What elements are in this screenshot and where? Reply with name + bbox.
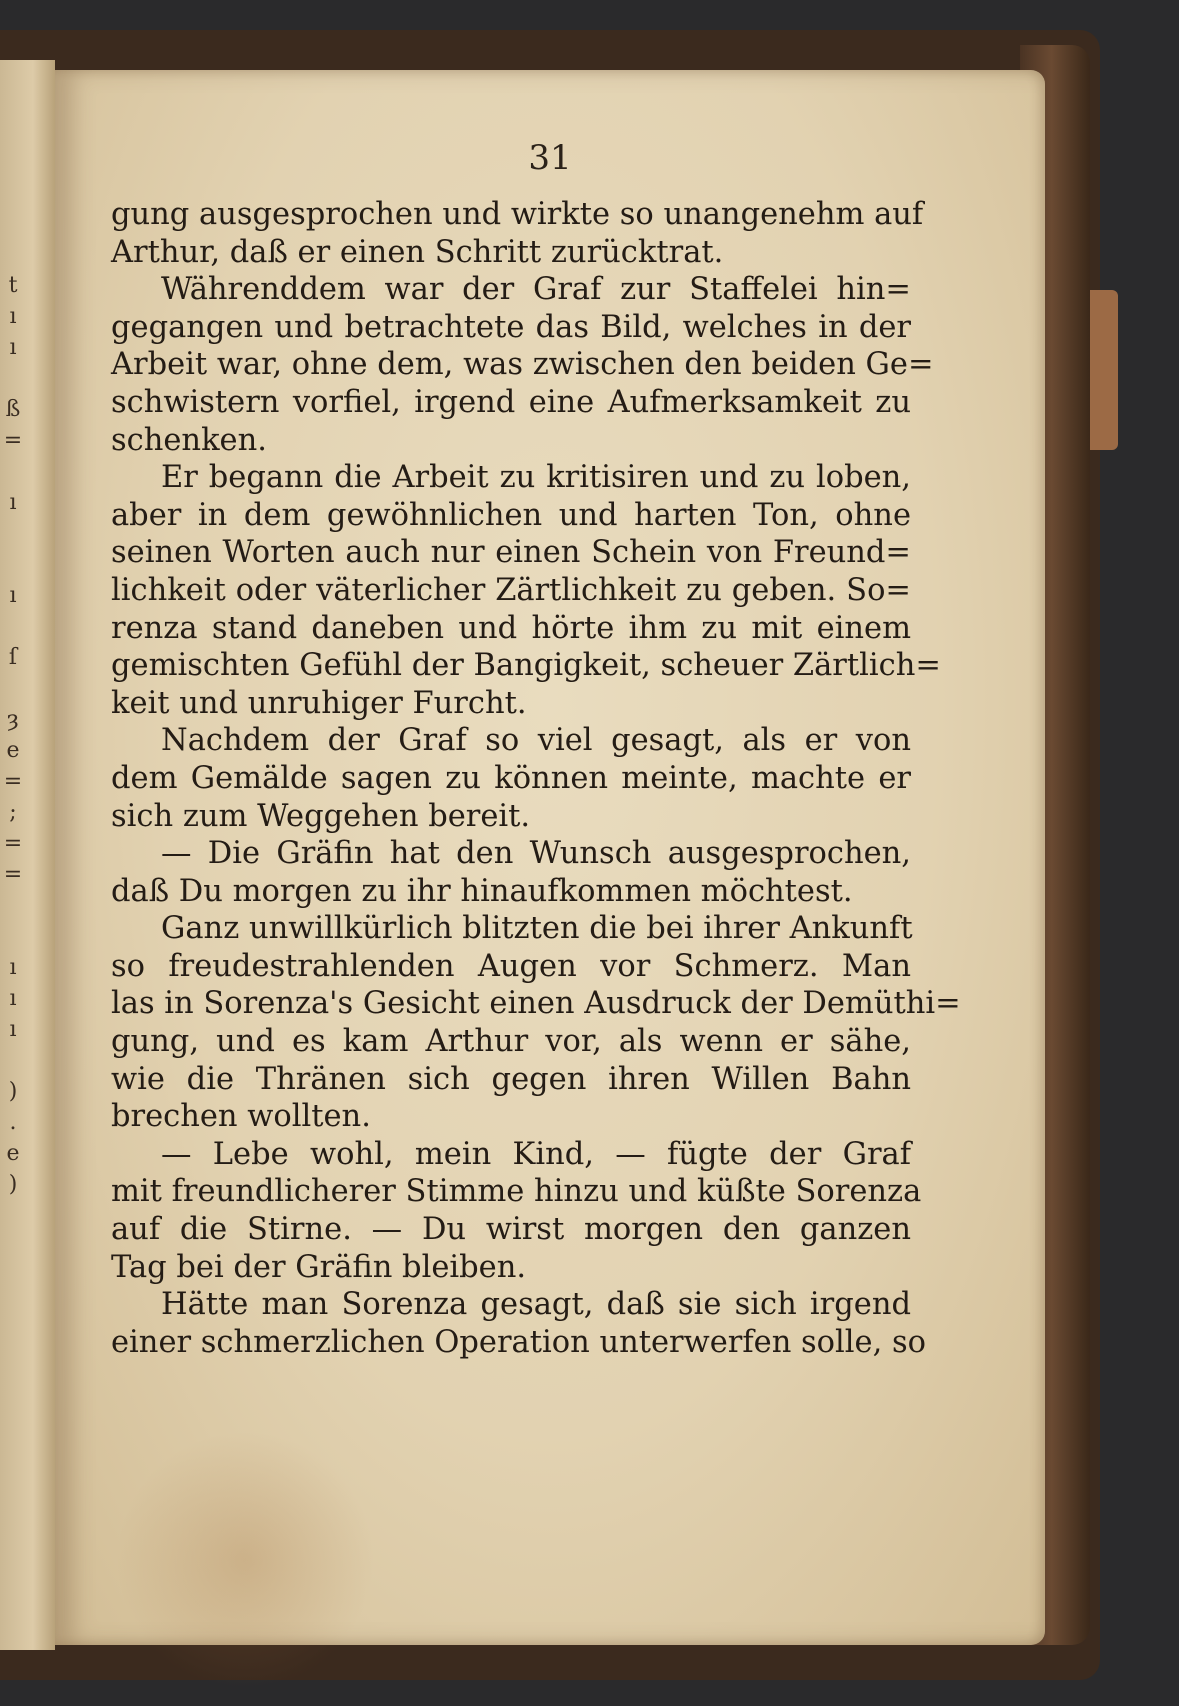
text-line: schwistern vorfiel, irgend eine Aufmerksamkeit zu <box>111 384 911 420</box>
text-line: las in Sorenza's Gesicht einen Ausdruck der Demüthi= <box>111 986 961 1022</box>
text-line: Arbeit war, ohne dem, was zwischen den beiden Ge= <box>111 347 934 383</box>
text-line: gegangen und betrachtete das Bild, welches in der <box>111 309 911 345</box>
book-page <box>55 70 1045 1645</box>
text-line: gung ausgesprochen und wirkte so unangenehm auf <box>111 197 924 232</box>
text-line: Währenddem war der Graf zur Staffelei hin= <box>161 272 911 308</box>
text-line: Er begann die Arbeit zu kritisiren und zu loben, <box>161 460 911 496</box>
text-line: — Lebe wohl, mein Kind, — fügte der Graf <box>161 1136 911 1172</box>
text-line: dem Gemälde sagen zu können meinte, machte er <box>111 760 911 796</box>
left-page-fragments: t ı ı ß = ı ı ſ ȝ e = ; = = ı ı ı ) . e ) <box>3 273 23 1197</box>
text-line: auf die Stirne. — Du wirst morgen den ganzen <box>111 1212 911 1248</box>
text-line: Arthur, daß er einen Schritt zurücktrat. <box>111 234 724 270</box>
text-line: aber in dem gewöhnlichen und harten Ton, ohne <box>111 497 911 533</box>
page-number: 31 <box>528 138 572 178</box>
text-line: daß Du morgen zu ihr hinaufkommen möchtest. <box>111 873 853 909</box>
text-line: Ganz unwillkürlich blitzten die bei ihrer Ankunft <box>161 911 913 947</box>
text-line: — Die Gräfin hat den Wunsch ausgesprochen, <box>161 836 911 872</box>
text-line: renza stand daneben und hörte ihm zu mit einem <box>111 610 911 646</box>
text-line: Tag bei der Gräfin bleiben. <box>111 1249 527 1285</box>
text-line: gung, und es kam Arthur vor, als wenn er sähe, <box>111 1024 911 1060</box>
text-line: mit freundlicherer Stimme hinzu und küßte Sorenza <box>111 1174 922 1210</box>
text-line: wie die Thränen sich gegen ihren Willen Bahn <box>111 1061 911 1097</box>
text-line: gemischten Gefühl der Bangigkeit, scheuer Zärtlich= <box>111 648 941 684</box>
text-line: seinen Worten auch nur einen Schein von Freund= <box>111 535 911 571</box>
text-line: schenken. <box>111 422 267 458</box>
text-line: keit und unruhiger Furcht. <box>111 685 527 721</box>
paper-stain <box>115 1430 375 1690</box>
left-page-edge <box>0 60 55 1650</box>
page-body-text <box>111 196 961 1361</box>
text-line: lichkeit oder väterlicher Zärtlichkeit zu geben. So= <box>111 572 911 608</box>
text-line: so freudestrahlenden Augen vor Schmerz. Man <box>111 948 911 984</box>
text-line: Nachdem der Graf so viel gesagt, als er von <box>161 723 911 759</box>
text-line: sich zum Weggehen bereit. <box>111 798 531 834</box>
text-line: Hätte man Sorenza gesagt, daß sie sich irgend <box>161 1287 911 1323</box>
text-line: einer schmerzlichen Operation unterwerfen solle, so <box>111 1324 927 1360</box>
text-line: brechen wollten. <box>111 1099 371 1135</box>
page-tab <box>1090 290 1118 450</box>
